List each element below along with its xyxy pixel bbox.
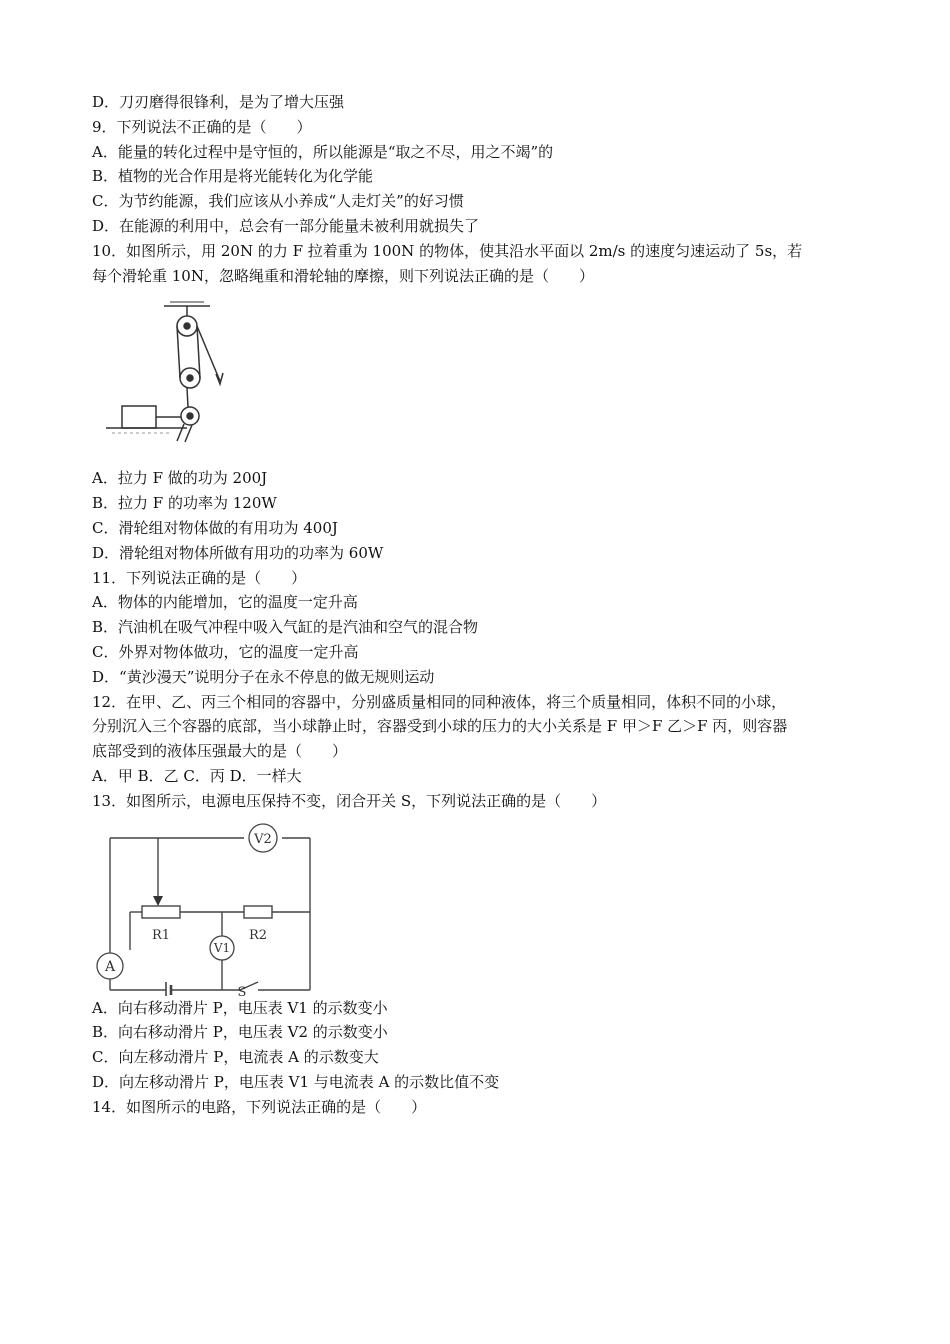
question-block-2 [92,466,862,813]
text-line: 12．在甲、乙、丙三个相同的容器中，分别盛质量相同的同种液体，将三个质量相同，体积不同的小球， [92,692,787,711]
text-line: B．拉力 F 的功率为 120W [92,494,277,513]
pulley-figure [92,296,862,466]
text-line: 分别沉入三个容器的底部，当小球静止时，容器受到小球的压力的大小关系是 F 甲＞F 乙＞F 丙，则容器 [92,717,788,736]
v1-text: V1 [213,940,231,955]
text-line: A．向右移动滑片 P，电压表 V1 的示数变小 [92,998,388,1017]
text-line: C．向左移动滑片 P，电流表 A 的示数变大 [92,1048,379,1067]
circuit-figure [92,820,862,996]
ammeter-text: A [104,958,116,975]
voltmeter-v2-label [253,832,272,847]
voltmeter-v1-label [213,941,230,955]
question-block-3 [92,996,862,1120]
text-line: 11．下列说法正确的是（ ） [92,568,307,587]
r1-label [152,928,170,943]
text-line: 14．如图所示的电路，下列说法正确的是（ ） [92,1097,427,1116]
r2-label [249,928,267,943]
ammeter-label [104,959,116,975]
slider-arrow-icon [153,896,163,906]
text-line: C．为节约能源，我们应该从小养成“人走灯关”的好习惯 [92,192,464,211]
page-content [92,90,862,1120]
text-line: B．汽油机在吸气冲程中吸入气缸的是汽油和空气的混合物 [92,618,479,637]
text-line: 13．如图所示，电源电压保持不变，闭合开关 S，下列说法正确的是（ ） [92,791,607,810]
question-block-1 [92,90,862,288]
pulley-diagram [92,296,292,466]
text-line: C．外界对物体做功，它的温度一定升高 [92,642,359,661]
text-line: 10．如图所示，用 20N 的力 F 拉着重为 100N 的物体，使其沿水平面以 2m/s 的速度匀速运动了 5s，若 [92,241,803,260]
v2-text: V2 [254,831,272,847]
text-line: D．向左移动滑片 P，电压表 V1 与电流表 A 的示数比值不变 [92,1072,500,1091]
text-line: 底部受到的液体压强最大的是（ ） [92,742,348,761]
text-line: 每个滑轮重 10N，忽略绳重和滑轮轴的摩擦，则下列说法正确的是（ ） [92,266,594,285]
text-line: 9．下列说法不正确的是（ ） [92,117,312,136]
text-line: B．向右移动滑片 P，电压表 V2 的示数变小 [92,1023,388,1042]
r2-text: R2 [248,927,268,943]
text-line: D．“黄沙漫天”说明分子在永不停息的做无规则运动 [92,667,435,686]
text-line: D．在能源的利用中，总会有一部分能量未被利用就损失了 [92,216,480,235]
text-line: C．滑轮组对物体做的有用功为 400J [92,518,338,537]
text-line: A．拉力 F 做的功为 200J [92,469,268,488]
text-line: A．甲 B．乙 C．丙 D．一样大 [92,766,302,785]
switch-text: S [237,984,247,996]
r1-text: R1 [151,927,171,943]
text-line: B．植物的光合作用是将光能转化为化学能 [92,167,374,186]
text-line: D．滑轮组对物体所做有用功的功率为 60W [92,543,384,562]
circuit-diagram [92,820,332,996]
text-line: A．物体的内能增加，它的温度一定升高 [92,593,358,612]
text-line: D．刀刃磨得很锋利，是为了增大压强 [92,93,345,111]
text-line: A．能量的转化过程中是守恒的，所以能源是“取之不尽，用之不竭”的 [92,142,554,161]
switch-label [238,985,247,996]
